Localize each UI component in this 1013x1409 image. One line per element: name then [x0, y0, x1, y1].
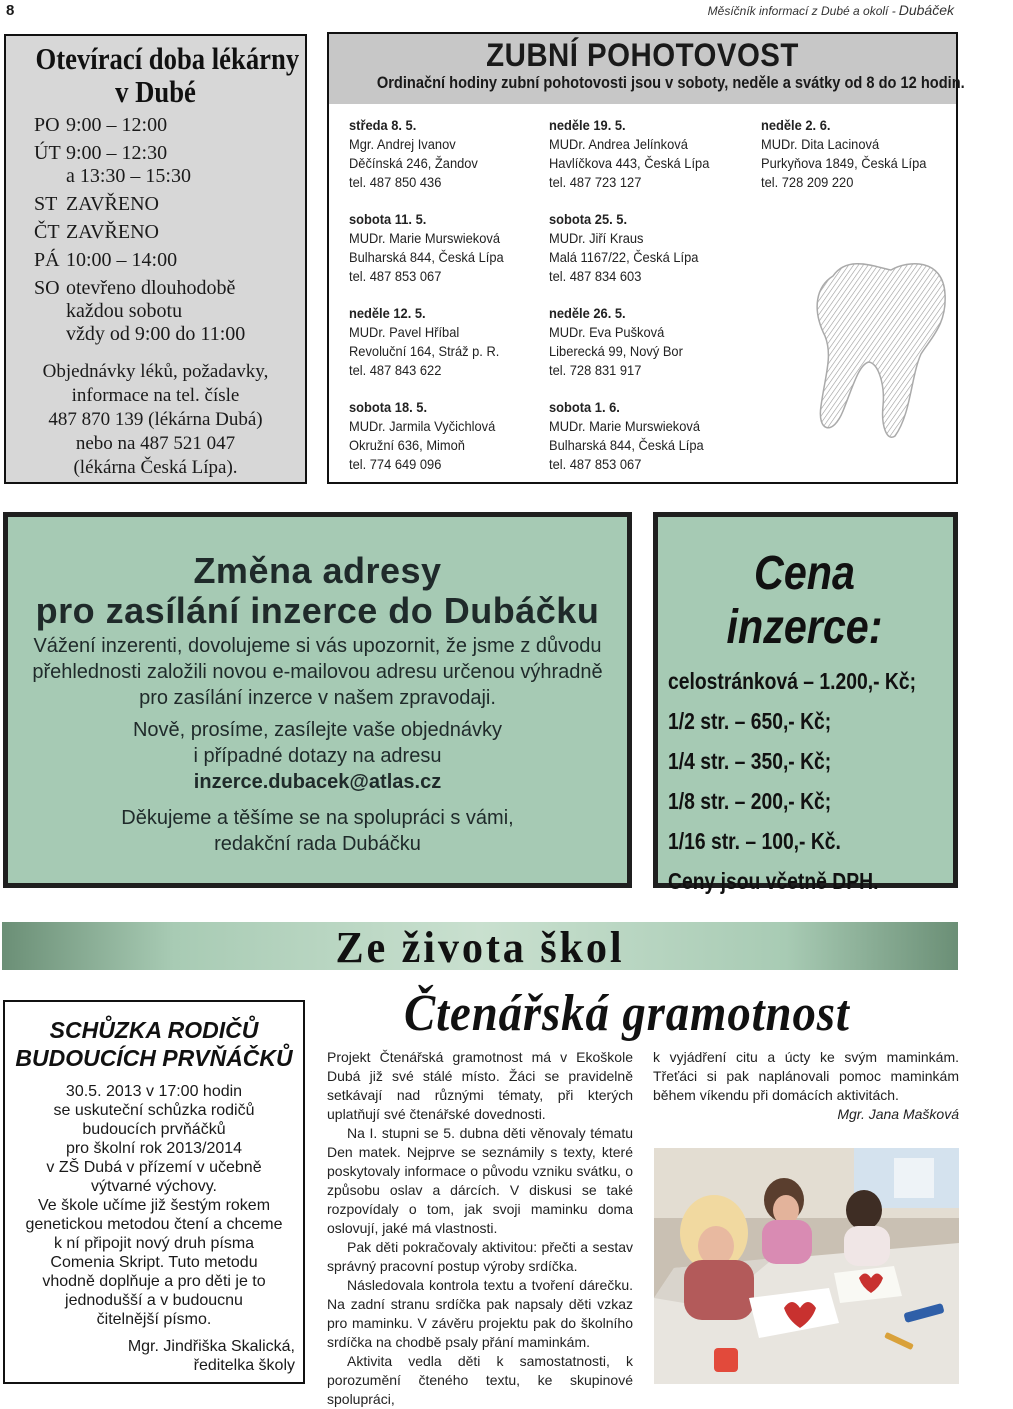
article-paragraph: Aktivita vedla děti k samostatnosti, k porozumění čteného textu, ke skupinové spolupráci, — [327, 1353, 633, 1407]
article-paragraph: Pak děti pokračovaly aktivitou: přečti a sestav správný pracovní postup výroby srdíčka. — [327, 1239, 633, 1274]
hours-row — [16, 114, 295, 137]
dental-column-2 — [549, 116, 759, 492]
dental-entry: neděle 19. 5. MUDr. Andrea Jelínková Havlíčkova 443, Česká Lípa tel. 487 723 127 — [549, 117, 710, 190]
hours-day: SO — [34, 277, 60, 299]
pharmacy-hours-box — [4, 34, 307, 484]
pharmacy-title-line2: v Dubé — [115, 74, 196, 109]
parents-meeting-method: Ve škole učíme již šestým rokem genetickou metodou čtení a chceme k ní připojit nový druh písma Comenia Skript. Tuto metodu vhodně doplňuje a pro děti je to jednodušší a v budoucnu čitelnější písmo. — [25, 1197, 283, 1328]
hours-day: ST — [34, 193, 58, 215]
tooth-icon — [803, 246, 953, 446]
header-tagline: Měsíčník informací z Dubé a okolí - — [707, 4, 896, 18]
hours-day: ČT — [34, 221, 60, 243]
article-paragraph: k vyjádření citu a úcty ke svým maminkám. Třeťáci si pak naplánovali pomoc maminkám během víkendu při domácích aktivitách. — [653, 1049, 959, 1103]
address-change-request: Nově, prosíme, zasílejte vaše objednávky i případné dotazy na adresu inzerce.dubacek@atlas.cz — [8, 717, 627, 795]
hours-time: otevřeno dlouhodobě každou sobotu vždy od 9:00 do 11:00 — [66, 277, 246, 345]
article-title: Čtenářská gramotnost — [404, 985, 850, 1042]
address-change-paragraph: Vážení inzerenti, dovolujeme si vás upozornit, že jsme z důvodu přehlednosti založili novou e-mailovou adresu určenou výhradně pro zasílání inzerce v našem zpravodaji. — [32, 635, 603, 709]
hours-row — [16, 249, 295, 272]
school-section-banner — [2, 922, 958, 970]
hours-row — [16, 193, 295, 216]
dental-entry: sobota 1. 6. MUDr. Marie Murswieková Bulharská 844, Česká Lípa tel. 487 853 067 — [549, 399, 704, 472]
dental-entry: sobota 11. 5. MUDr. Marie Murswieková Bulharská 844, Česká Lípa tel. 487 853 067 — [349, 211, 504, 284]
dental-title: ZUBNÍ POHOTOVOST — [486, 37, 799, 73]
dental-entry: neděle 26. 5. MUDr. Eva Pušková Liberecká 99, Nový Bor tel. 728 831 917 — [549, 305, 683, 378]
hours-time: 9:00 – 12:00 — [66, 114, 168, 136]
address-change-box — [3, 512, 632, 888]
parents-meeting-signature: Mgr. Jindřiška Skalická, ředitelka školy — [127, 1338, 295, 1374]
hours-day: PO — [34, 114, 60, 136]
pharmacy-hours-list — [16, 114, 295, 346]
pharmacy-order-info: Objednávky léků, požadavky, informace na tel. čísle 487 870 139 (lékárna Dubá) nebo na 487 521 047 (lékárna Česká Lípa). — [42, 361, 269, 478]
hours-time: ZAVŘENO — [66, 193, 159, 215]
dental-entry: neděle 2. 6. MUDr. Dita Lacinová Purkyňova 1849, Česká Lípa tel. 728 209 220 — [761, 117, 927, 190]
address-change-thanks: Děkujeme a těšíme se na spolupráci s vámi, redakční rada Dubáčku — [121, 807, 514, 855]
school-section-title: Ze života škol — [335, 923, 625, 972]
dental-subtitle: Ordinační hodiny zubní pohotovosti jsou v soboty, neděle a svátky od 8 do 12 hodin. — [376, 73, 965, 92]
dental-entry: středa 8. 5. Mgr. Andrej Ivanov Děčínská 246, Žandov tel. 487 850 436 — [349, 117, 478, 190]
dental-header — [329, 34, 965, 104]
ad-price-line: 1/2 str. – 650,- Kč; — [668, 708, 832, 734]
parents-meeting-title: SCHŮZKA RODIČŮ BUDOUCÍCH PRVŇÁČKŮ — [15, 1017, 293, 1071]
running-header — [708, 2, 954, 18]
ad-price-note: Ceny jsou včetně DPH. — [668, 868, 879, 894]
dental-column-1 — [349, 116, 559, 492]
hours-time: 10:00 – 14:00 — [66, 249, 178, 271]
ad-price-line: 1/8 str. – 200,- Kč; — [668, 788, 832, 814]
pharmacy-title-line1: Otevírací doba lékárny — [35, 41, 300, 76]
dental-entry: sobota 18. 5. MUDr. Jarmila Vyčichlová Okružní 636, Mimoň tel. 774 649 096 — [349, 399, 496, 472]
header-brand: Dubáček — [898, 2, 954, 18]
hours-day: ÚT — [34, 142, 61, 164]
hours-time: ZAVŘENO — [66, 221, 159, 243]
dental-entry: sobota 25. 5. MUDr. Jiří Kraus Malá 1167/22, Česká Lípa tel. 487 834 603 — [549, 211, 699, 284]
article-paragraph: Na I. stupni se 5. dubna děti věnovaly tématu Den matek. Nejprve se seznámily s texty, které poskytovaly informace o původu vzniku svátku, o způsobu oslav a dárcích. V diskusi se také rozpovídaly o tom, jak svoji maminku doma oslovují, jaké má vlastnosti. — [327, 1125, 633, 1236]
address-change-title: Změna adresy pro zasílání inzerce do Dubáčku — [35, 550, 600, 631]
hours-row — [16, 277, 295, 346]
hours-day: PÁ — [34, 249, 60, 271]
article-paragraph: Následovala kontrola textu a tvoření dárečku. Na zadní stranu srdíčka pak napsaly děti vzkaz pro maminku. V závěru projektu pak do školního srdíčka na chodbě psaly přání maminkám. — [327, 1277, 633, 1350]
parents-meeting-box — [3, 1000, 305, 1384]
ad-price-line: celostránková – 1.200,- Kč; — [668, 668, 917, 694]
ad-price-line: 1/4 str. – 350,- Kč; — [668, 748, 832, 774]
article-column-1 — [327, 1048, 633, 1409]
hours-row — [16, 142, 295, 188]
dental-emergency-box — [327, 32, 965, 484]
pharmacy-title — [35, 41, 300, 109]
ad-price-line: 1/16 str. – 100,- Kč. — [668, 828, 841, 854]
article-author: Mgr. Jana Mašková — [837, 1106, 959, 1122]
parents-meeting-details: 30.5. 2013 v 17:00 hodin se uskuteční schůzka rodičů budoucích prvňáčků pro školní rok 2013/2014 v ZŠ Dubá v přízemí v učebně výtvarné výchovy. — [46, 1083, 262, 1195]
children-drawing-photo — [654, 1148, 959, 1384]
ads-email-link[interactable]: inzerce.dubacek@atlas.cz — [193, 771, 442, 793]
article-column-2 — [653, 1048, 959, 1124]
hours-row — [16, 221, 295, 244]
hours-time: 9:00 – 12:30 a 13:30 – 15:30 — [66, 142, 191, 187]
page-number: 8 — [6, 2, 15, 19]
dental-column-3 — [761, 116, 971, 210]
ad-price-title: Cena inzerce: — [726, 547, 883, 654]
dental-entry: neděle 12. 5. MUDr. Pavel Hříbal Revoluční 164, Stráž p. R. tel. 487 843 622 — [349, 305, 500, 378]
ad-price-box — [653, 512, 958, 894]
article-paragraph: Projekt Čtenářská gramotnost má v Ekoškole Dubá již své stálé místo. Žáci se pravidelně setkávají nad různými tématy, při kterých uplatňují své čtenářské dovednosti. — [327, 1049, 633, 1122]
